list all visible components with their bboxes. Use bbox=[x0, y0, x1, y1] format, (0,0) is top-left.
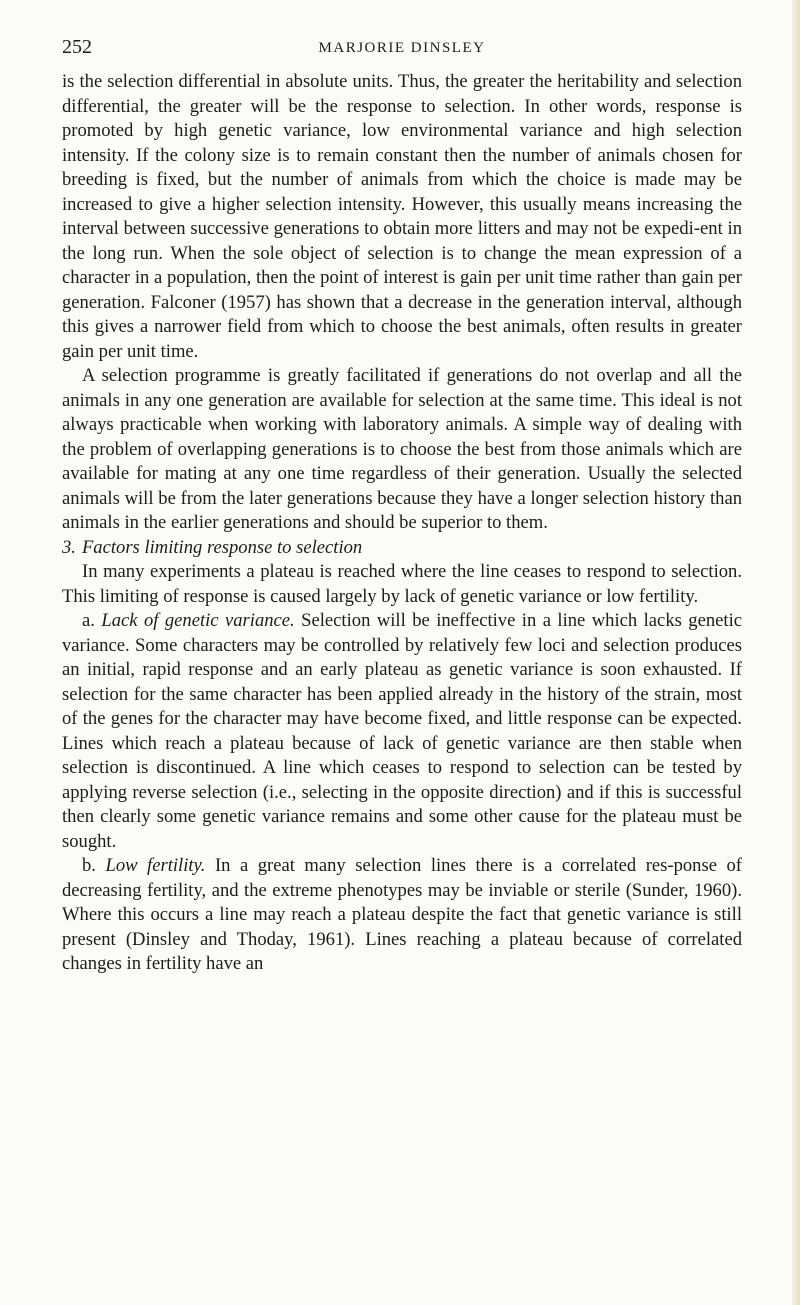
section-number: 3. bbox=[62, 536, 76, 558]
page-header bbox=[62, 36, 742, 62]
subsection-b-title: Low fertility. bbox=[105, 855, 206, 876]
paragraph-2: A selection programme is greatly facilitated if generations do not overlap and all the animals in any one generation are available for selection at the same time. This ideal is not always practicable when working with laboratory animals. A simple way of dealing with the problem of overlapping generations is to choose the best from those animals which are available for mating at any one time regardless of their generation. Usually the selected animals will be from the later generations because they have a longer selection history than animals in the earlier generations and should be superior to them. bbox=[62, 365, 742, 533]
page-edge bbox=[792, 0, 800, 1305]
subsection-b-text: In a great many selection lines there is a correlated res-ponse of decreasing fertility, and the extreme phenotypes may be inviable or sterile (Sunder, 1960). Where this occurs a line may reach a plateau despite the fact that genetic variance is still present (Dinsley and Thoday, 1961). Lines reaching a plateau because of correlated changes in fertility have an bbox=[62, 855, 742, 974]
page-number: 252 bbox=[62, 36, 92, 58]
subsection-a-title: Lack of genetic variance. bbox=[101, 610, 295, 631]
running-head: MARJORIE DINSLEY bbox=[318, 40, 486, 56]
page-body bbox=[62, 70, 742, 977]
section-title: Factors limiting response to selection bbox=[81, 536, 363, 558]
section-heading bbox=[62, 536, 742, 561]
subsection-a-label: a. bbox=[82, 610, 95, 631]
subsection-b-label: b. bbox=[82, 855, 96, 876]
section-intro: In many experiments a plateau is reached where the line ceases to respond to selection. This limiting of response is caused largely by lack of genetic variance or low fertility. bbox=[62, 561, 742, 607]
paragraph-1: is the selection differential in absolute units. Thus, the greater the heritability and selection differential, the greater will be the response to selection. In other words, response is promoted by high genetic variance, low environmental variance and high selection intensity. If the colony size is to remain constant then the number of animals chosen for breeding is fixed, but the number of animals from which the choice is made may be increased to give a higher selection intensity. However, this usually means increasing the interval between successive generations to obtain more litters and may not be expedi-ent in the long run. When the sole object of selection is to change the mean expression of a character in a population, then the point of interest is gain per unit time rather than gain per generation. Falconer (1957) has shown that a decrease in the generation interval, although this gives a narrower field from which to choose the best animals, often results in greater gain per unit time. bbox=[62, 71, 742, 362]
subsection-b bbox=[62, 854, 742, 977]
subsection-a bbox=[62, 609, 742, 854]
subsection-a-text: Selection will be ineffective in a line which lacks genetic variance. Some characters may be controlled by relatively few loci and selection produces an initial, rapid response and an early plateau as genetic variance is soon exhausted. If selection for the same character has been applied already in the history of the strain, most of the genes for the character may have become fixed, and little response can be expected. Lines which reach a plateau because of lack of genetic variance are then stable when selection is discontinued. A line which ceases to respond to selection can be tested by applying reverse selection (i.e., selecting in the opposite direction) and if this is successful then clearly some genetic variance remains and some other cause for the plateau must be sought. bbox=[62, 610, 742, 852]
